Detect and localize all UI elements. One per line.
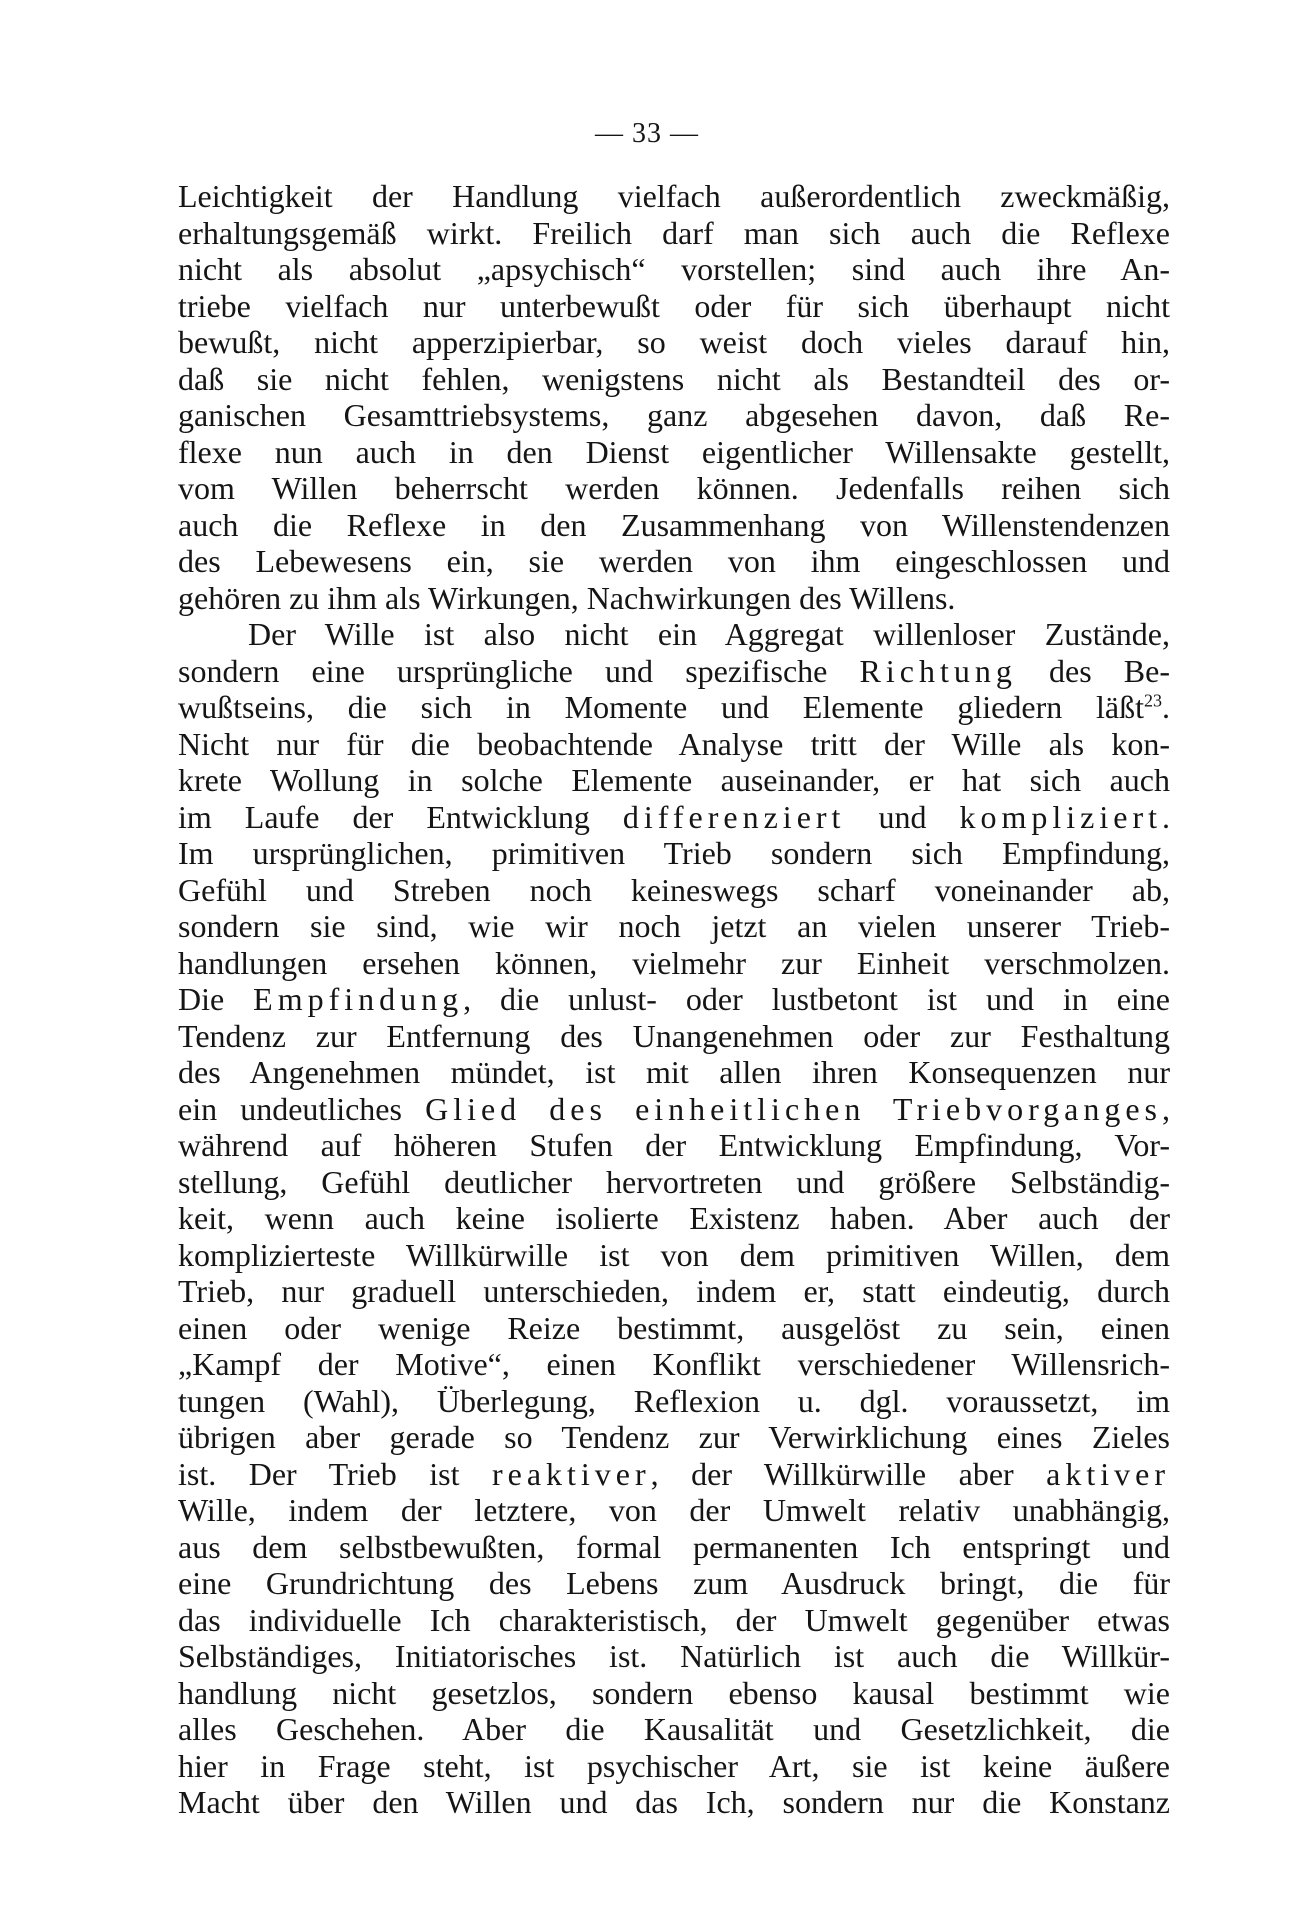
text-line: Tendenz zur Entfernung des Unangenehmen oder zur Festhaltung — [178, 1017, 1170, 1054]
emphasis-spaced: Empfindung — [253, 981, 464, 1017]
text-line: das individuelle Ich charakteristisch, der Umwelt gegenüber etwas — [178, 1601, 1170, 1638]
text-line: des Angenehmen mündet, ist mit allen ihren Konsequenzen nur — [178, 1054, 1170, 1090]
text-line: Wille, indem der letztere, von der Umwelt relativ unabhängig, — [178, 1492, 1170, 1528]
text-line: nicht als absolut „apsychisch“ vorstellen; sind auch ihre An- — [178, 251, 1170, 287]
text-line: stellung, Gefühl deutlicher hervortreten und größere Selbständig- — [178, 1163, 1170, 1200]
page-number: — 33 — — [595, 118, 699, 149]
emphasis-spaced: Richtung — [859, 652, 1017, 689]
text-line: handlung nicht gesetzlos, sondern ebenso kausal bestimmt wie — [178, 1674, 1170, 1711]
footnote-marker: 23 — [1144, 690, 1162, 711]
text-line: tungen (Wahl), Überlegung, Reflexion u. dgl. voraussetzt, im — [178, 1382, 1170, 1419]
text-line: Die Empfindung, die unlust- oder lustbetont ist und in eine — [178, 981, 1171, 1017]
emphasis-spaced: aktiver — [1046, 1455, 1170, 1492]
text-line: des Lebewesens ein, sie werden von ihm eingeschlossen und — [178, 543, 1170, 579]
text-line: Selbständiges, Initiatorisches ist. Natürlich ist auch die Willkür- — [178, 1638, 1170, 1674]
text-line: krete Wollung in solche Elemente auseinander, er hat sich auch — [178, 762, 1170, 798]
text-line: übrigen aber gerade so Tendenz zur Verwirklichung eines Zieles — [178, 1419, 1170, 1455]
text-line: Macht über den Willen und das Ich, sondern nur die Konstanz — [178, 1784, 1170, 1820]
text-line: während auf höheren Stufen der Entwicklung Empfindung, Vor- — [178, 1127, 1170, 1163]
text-line: Trieb, nur graduell unterschieden, indem er, statt eindeutig, durch — [178, 1273, 1170, 1309]
text-line: handlungen ersehen können, vielmehr zur Einheit verschmolzen. — [178, 944, 1170, 981]
text-line: Leichtigkeit der Handlung vielfach außerordentlich zweckmäßig, — [178, 178, 1170, 214]
emphasis-spaced: reaktiver — [491, 1455, 651, 1492]
text-line: ein undeutliches Glied des einheitlichen Triebvorganges, — [178, 1090, 1170, 1127]
text-line: „Kampf der Motive“, einen Konflikt verschiedener Willensrich- — [178, 1346, 1170, 1382]
text-line: Gefühl und Streben noch keineswegs scharf voneinander ab, — [178, 871, 1170, 908]
text-line: ganischen Gesamttriebsystems, ganz abgesehen davon, daß Re- — [178, 397, 1170, 433]
text-line: daß sie nicht fehlen, wenigstens nicht als Bestandteil des or- — [178, 360, 1170, 397]
text-line: sondern sie sind, wie wir noch jetzt an vielen unserer Trieb- — [178, 908, 1170, 944]
text-line: flexe nun auch in den Dienst eigentlicher Willensakte gestellt, — [178, 433, 1170, 470]
text-line: im Laufe der Entwicklung differenziert und kompliziert. — [178, 798, 1171, 835]
text-line: wußtseins, die sich in Momente und Elemente gliedern läßt$^{23}$. — [178, 689, 1170, 725]
emphasis-spaced: kompliziert — [959, 798, 1163, 835]
text-line: Im ursprünglichen, primitiven Trieb sondern sich Empfindung, — [178, 835, 1170, 871]
text-line: einen oder wenige Reize bestimmt, ausgelöst zu sein, einen — [178, 1309, 1170, 1346]
text-line: hier in Frage steht, ist psychischer Art, sie ist keine äußere — [178, 1747, 1170, 1784]
paragraph-first-line: Der Wille ist also nicht ein Aggregat willenloser Zustände, — [248, 616, 1170, 652]
text-line: triebe vielfach nur unterbewußt oder für sich überhaupt nicht — [178, 287, 1170, 324]
text-line: erhaltungsgemäß wirkt. Freilich darf man sich auch die Reflexe — [178, 214, 1170, 251]
text-line: komplizierteste Willkürwille ist von dem primitiven Willen, dem — [178, 1236, 1170, 1273]
emphasis-spaced: differenziert — [622, 798, 846, 835]
paragraph-last-line: gehören zu ihm als Wirkungen, Nachwirkungen des Willens. — [178, 579, 956, 616]
emphasis-spaced: Glied des einheitlichen Triebvorganges — [425, 1090, 1162, 1127]
text-line: sondern eine ursprüngliche und spezifische Richtung des Be- — [178, 652, 1170, 689]
text-line: vom Willen beherrscht werden können. Jedenfalls reihen sich — [178, 470, 1170, 506]
body-text — [178, 178, 1170, 1821]
text-line: bewußt, nicht apperzipierbar, so weist doch vieles darauf hin, — [178, 324, 1170, 360]
text-line: eine Grundrichtung des Lebens zum Ausdruck bringt, die für — [178, 1565, 1170, 1601]
text-line: aus dem selbstbewußten, formal permanenten Ich entspringt und — [178, 1528, 1170, 1565]
text-line: Nicht nur für die beobachtende Analyse tritt der Wille als kon- — [178, 725, 1170, 762]
text-line: ist. Der Trieb ist reaktiver, der Willkürwille aber aktiver — [178, 1455, 1170, 1492]
text-line: auch die Reflexe in den Zusammenhang von Willenstendenzen — [178, 506, 1170, 543]
text-line: alles Geschehen. Aber die Kausalität und Gesetzlichkeit, die — [178, 1711, 1170, 1747]
text-line: keit, wenn auch keine isolierte Existenz haben. Aber auch der — [178, 1200, 1170, 1236]
